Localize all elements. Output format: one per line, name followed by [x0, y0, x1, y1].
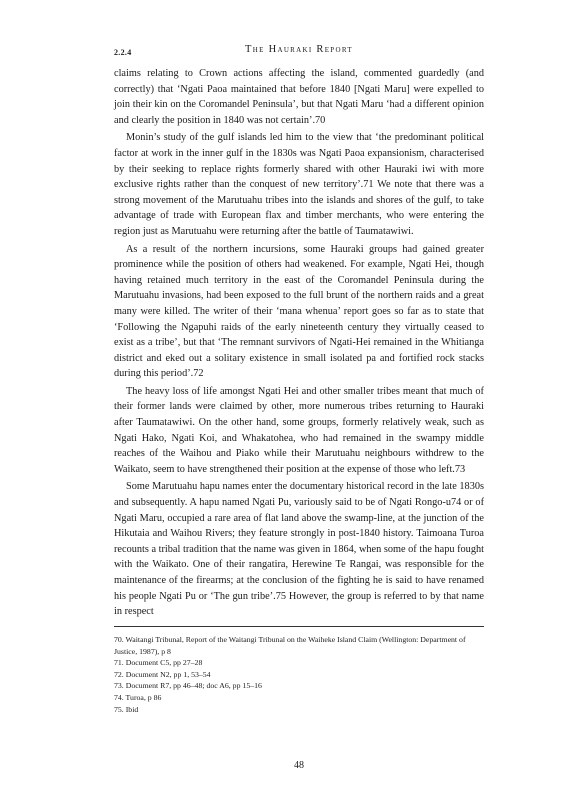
- paragraph: claims relating to Crown actions affecting the island, commented guardedly (and correctly) that ‘Ngati Paoa maintained that before 1840 [Ngati Maru] were expelled to join their kin on the Coromandel Peninsula’, but that Ngati Maru ‘had a different opinion and clearly the position in 1840 was not certain’.70: [114, 68, 484, 126]
- page-number: 48: [294, 760, 304, 771]
- running-header: [114, 44, 484, 60]
- body-text: [114, 66, 484, 620]
- running-title: The Hauraki Report: [245, 44, 353, 55]
- footnote: 72. Document N2, pp 1, 53–54: [114, 669, 211, 679]
- paragraph: The heavy loss of life amongst Ngati Hei and other smaller tribes meant that much of their former lands were claimed by other, more numerous tribes returning to Hauraki after Taumatawiwi. On the other hand, some groups, formerly relatively weak, such as Ngati Hako, Ngati Koi, and Whakatohea, who had remained in the swampy middle reaches of the Waihou and Piako while their Marutuahu neighbours withdrew to the Waikato, seem to have strengthened their position at the expense of those who left.73: [114, 385, 484, 475]
- footnotes: [114, 634, 484, 715]
- section-number: 2.2.4: [114, 48, 132, 57]
- footnote-divider: [114, 626, 484, 627]
- footnote: 71. Document C5, pp 27–28: [114, 658, 203, 668]
- footnote: 70. Waitangi Tribunal, Report of the Waitangi Tribunal on the Waiheke Island Claim (Wellington: Department of Justice, 1987), p 8: [114, 635, 466, 656]
- paragraph: As a result of the northern incursions, some Hauraki groups had gained greater prominence while the position of others had weakened. For example, Ngati Hei, though having retained much territory in the east of the Coromandel Peninsula during the Marutuahu invasions, had been exposed to the full brunt of the northern raids and a great many were killed. The writer of their ‘mana whenua’ report goes so far as to state that ‘Following the Ngapuhi raids of the early nineteenth century they virtually ceased to exist as a tribe’, but that ‘The remnant survivors of Ngati-Hei remained in the Whitianga district and eked out a solitary existence in small isolated pa and fortified rock stacks during this period’.72: [114, 243, 484, 380]
- paragraph: Some Marutuahu hapu names enter the documentary historical record in the late 1830s and subsequently. A hapu named Ngati Pu, variously said to be of Ngati Rongo-u74 or of Ngati Maru, occupied a rare area of flat land above the swamp-line, at the junction of the Hikutaia and Waihou Rivers; they feature strongly in post-1840 history. Taimoana Turoa recounts a tribal tradition that the name was given in 1864, when some of the hapu fought with the Waikato. One of their rangatira, Herewine Te Rangai, was responsible for the maintenance of the firearms; at the conclusion of the fighting he is said to have renamed his people Ngati Pu or ‘The gun tribe’.75 However, the group is referred to by that name in respect: [114, 481, 484, 618]
- paragraph: Monin’s study of the gulf islands led him to the view that ‘the predominant political factor at work in the inner gulf in the 1830s was Ngati Paoa expansionism, characterised by their seeking to replace rights formerly shared with other Hauraki iwi with more exclusive rights rather than the conquest of new territory’.71 We note that there was a strong movement of the Marutuahu tribes into the islands and shores of the gulf, to take advantage of trade with European flax and timber merchants, who were entering the region just as Marutuahu were returning after the battle of Taumatawiwi.: [114, 132, 484, 237]
- footnote: 74. Turoa, p 86: [114, 692, 162, 702]
- footnote: 75. Ibid: [114, 704, 139, 714]
- footnote: 73. Document R7, pp 46–48; doc A6, pp 15–16: [114, 681, 262, 691]
